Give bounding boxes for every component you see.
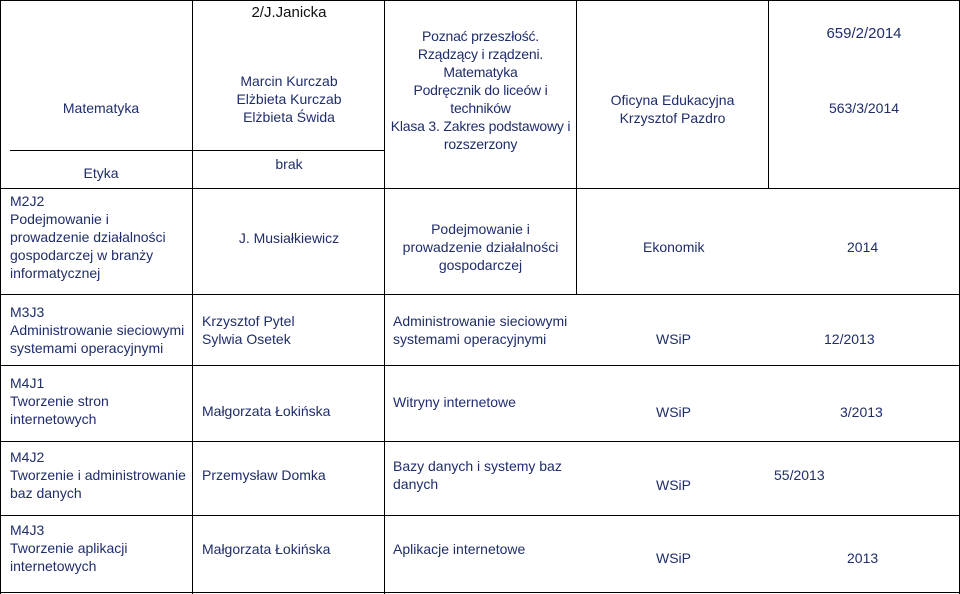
r1-publisher bbox=[577, 91, 768, 127]
r4-number: 3/2013 bbox=[840, 404, 883, 420]
r4-module-line: Tworzenie stron bbox=[10, 393, 109, 409]
r1-title-line: rozszerzony bbox=[443, 136, 518, 152]
r1-title-line: Poznać przeszłość. bbox=[421, 28, 539, 44]
r1-author-top: 2/J.Janicka bbox=[251, 4, 327, 21]
r3-title-line: systemami operacyjnymi bbox=[393, 331, 547, 347]
r1-title-line: techników bbox=[450, 100, 511, 116]
r1-subject-a: Matematyka bbox=[62, 100, 140, 116]
r1-author-line: Elżbieta Świda bbox=[243, 109, 335, 125]
r3-title-line: Administrowanie sieciowymi bbox=[393, 313, 568, 329]
r2-publisher: Ekonomik bbox=[643, 239, 705, 255]
r3-module-line: Administrowanie sieciowymi bbox=[10, 322, 185, 338]
r1-title-line: Podręcznik do liceów i bbox=[413, 82, 548, 98]
r5-number: 55/2013 bbox=[774, 467, 825, 483]
r6-number: 2013 bbox=[847, 550, 879, 566]
r1-publisher-line: Krzysztof Pazdro bbox=[619, 110, 726, 126]
r6-module bbox=[10, 521, 190, 575]
r2-module-line: prowadzenie działalności bbox=[10, 229, 166, 245]
r3-module-line: systemami operacyjnymi bbox=[10, 340, 164, 356]
r5-module bbox=[10, 448, 192, 502]
r5-title bbox=[393, 457, 575, 493]
r2-title-line: prowadzenie działalności bbox=[402, 239, 559, 255]
r1-number-b: 563/3/2014 bbox=[828, 100, 900, 116]
r1-subject-b: Etyka bbox=[83, 165, 119, 181]
r4-title: Witryny internetowe bbox=[393, 394, 516, 410]
r1-publisher-line: Oficyna Edukacyjna bbox=[610, 92, 735, 108]
r2-module-line: Podejmowanie i bbox=[10, 211, 109, 227]
r1-title-line: Matematyka bbox=[443, 64, 518, 80]
r3-author-line: Krzysztof Pytel bbox=[202, 313, 295, 329]
r3-author-line: Sylwia Osetek bbox=[202, 331, 291, 347]
r6-module-line: Tworzenie aplikacji bbox=[10, 540, 128, 556]
r3-authors bbox=[202, 312, 382, 348]
r1-number-a: 659/2/2014 bbox=[826, 25, 902, 42]
r2-module-line: informatycznej bbox=[10, 265, 101, 281]
r1-authors-a bbox=[193, 72, 385, 126]
r6-module-line: internetowych bbox=[10, 558, 97, 574]
r1-title-line: Klasa 3. Zakres podstawowy i bbox=[390, 118, 571, 134]
r2-author: J. Musiałkiewicz bbox=[238, 230, 340, 246]
r3-module bbox=[10, 303, 190, 357]
r4-author: Małgorzata Łokińska bbox=[202, 403, 331, 419]
r5-module-line: Tworzenie i administrowanie bbox=[10, 467, 186, 483]
r4-module-line: internetowych bbox=[10, 411, 97, 427]
r3-module-line: M3J3 bbox=[10, 304, 45, 320]
r2-module bbox=[10, 192, 190, 282]
r2-title-line: Podejmowanie i bbox=[431, 221, 530, 237]
r5-title-line: Bazy danych i systemy baz bbox=[393, 458, 562, 474]
r1-author-line: Marcin Kurczab bbox=[240, 73, 338, 89]
r1-title-line: Rządzący i rządzeni. bbox=[417, 46, 544, 62]
r2-module-line: M2J2 bbox=[10, 193, 45, 209]
r3-publisher: WSiP bbox=[656, 331, 691, 347]
r5-module-line: baz danych bbox=[10, 485, 82, 501]
r2-module-line: gospodarczej w branży bbox=[10, 247, 154, 263]
r1-author-line: Elżbieta Kurczab bbox=[236, 91, 342, 107]
r5-module-line: M4J2 bbox=[10, 449, 45, 465]
r2-number: 2014 bbox=[847, 239, 879, 255]
r1-title bbox=[385, 27, 576, 153]
r5-author: Przemysław Domka bbox=[202, 467, 326, 483]
r2-title bbox=[385, 220, 576, 274]
r5-publisher: WSiP bbox=[656, 477, 691, 493]
r3-title bbox=[393, 312, 575, 348]
r6-author: Małgorzata Łokińska bbox=[202, 541, 331, 557]
r4-publisher: WSiP bbox=[656, 404, 691, 420]
r4-module bbox=[10, 374, 190, 428]
r5-title-line: danych bbox=[393, 476, 439, 492]
r6-publisher: WSiP bbox=[656, 550, 691, 566]
r3-number: 12/2013 bbox=[824, 331, 875, 347]
r2-title-line: gospodarczej bbox=[438, 257, 523, 273]
r4-module-line: M4J1 bbox=[10, 375, 45, 391]
r1-authors-b: brak bbox=[275, 156, 303, 172]
r6-title: Aplikacje internetowe bbox=[393, 541, 526, 557]
r6-module-line: M4J3 bbox=[10, 522, 45, 538]
